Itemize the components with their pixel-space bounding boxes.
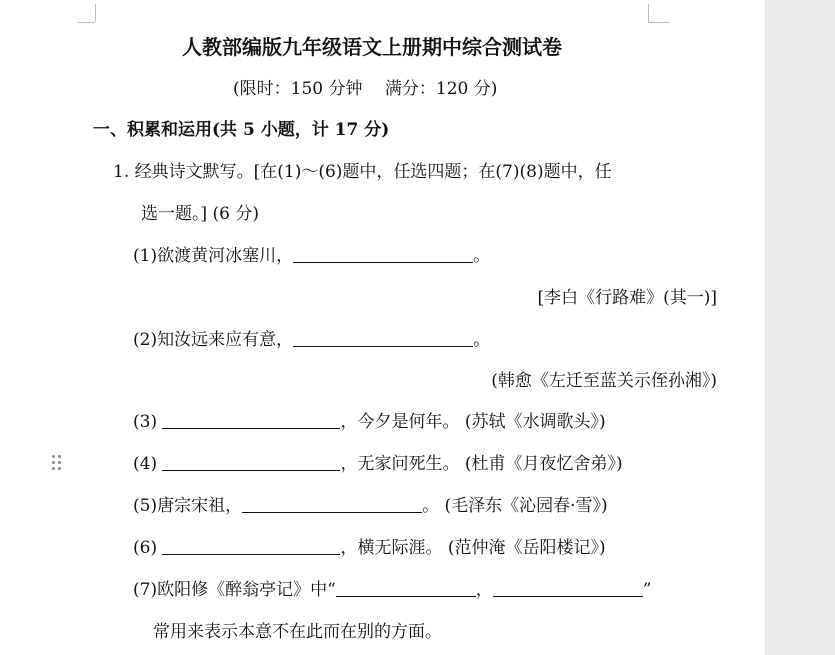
item-5-prefix: (5)唐宗宋祖，	[133, 496, 243, 516]
page-gutter	[765, 0, 835, 655]
item-7	[133, 580, 651, 600]
item-4	[133, 454, 623, 474]
exam-limits: (限时：150 分钟 满分：120 分)	[233, 79, 498, 99]
item-6-blank[interactable]	[162, 540, 340, 555]
item-3-blank[interactable]	[162, 414, 340, 429]
question-1-line-1: 1. 经典诗文默写。[在(1)～(6)题中，任选四题；在(7)(8)题中，任	[113, 162, 612, 182]
drag-handle-icon[interactable]	[52, 455, 62, 471]
item-6	[133, 538, 606, 558]
item-6-prefix: (6)	[133, 538, 163, 558]
question-1-line-2: 选一题。] (6 分)	[141, 204, 260, 224]
item-3-suffix: ，今夕是何年。 (苏轼《水调歌头》)	[340, 412, 606, 432]
item-1-prefix: (1)欲渡黄河冰塞川，	[133, 246, 294, 266]
item-4-blank[interactable]	[162, 456, 340, 471]
crop-mark-left-horizontal	[78, 22, 95, 23]
item-1	[133, 246, 490, 266]
item-4-prefix: (4)	[133, 454, 163, 474]
crop-mark-right-horizontal	[648, 22, 670, 23]
item-1-source: [李白《行路难》(其一)]	[537, 288, 717, 308]
exam-title: 人教部编版九年级语文上册期中综合测试卷	[182, 35, 562, 59]
item-1-blank[interactable]	[293, 248, 473, 263]
item-2-source: (韩愈《左迁至蓝关示侄孙湘》)	[491, 371, 717, 391]
item-7-line-2: 常用来表示本意不在此而在别的方面。	[153, 622, 442, 642]
item-7-prefix: (7)欧阳修《醉翁亭记》中“	[133, 580, 336, 600]
item-7-suffix: ”	[642, 580, 652, 600]
item-7-mid: ，	[475, 580, 493, 600]
item-5-suffix: 。 (毛泽东《沁园春·雪》)	[422, 496, 608, 516]
item-5-blank[interactable]	[242, 498, 422, 513]
crop-mark-right-vertical	[648, 4, 649, 22]
item-2-blank[interactable]	[293, 332, 473, 347]
item-7-blank-1[interactable]	[336, 582, 476, 597]
item-1-suffix: 。	[473, 246, 491, 266]
crop-mark-left-vertical	[95, 4, 96, 22]
section-1-heading: 一、积累和运用(共 5 小题，计 17 分)	[93, 120, 390, 140]
item-2-prefix: (2)知汝远来应有意，	[133, 330, 294, 350]
item-4-suffix: ，无家问死生。 (杜甫《月夜忆舍弟》)	[340, 454, 623, 474]
item-6-suffix: ，横无际涯。 (范仲淹《岳阳楼记》)	[340, 538, 606, 558]
item-5	[133, 496, 608, 516]
item-2	[133, 330, 490, 350]
item-2-suffix: 。	[473, 330, 491, 350]
item-7-blank-2[interactable]	[493, 582, 643, 597]
item-3	[133, 412, 606, 432]
item-3-prefix: (3)	[133, 412, 163, 432]
